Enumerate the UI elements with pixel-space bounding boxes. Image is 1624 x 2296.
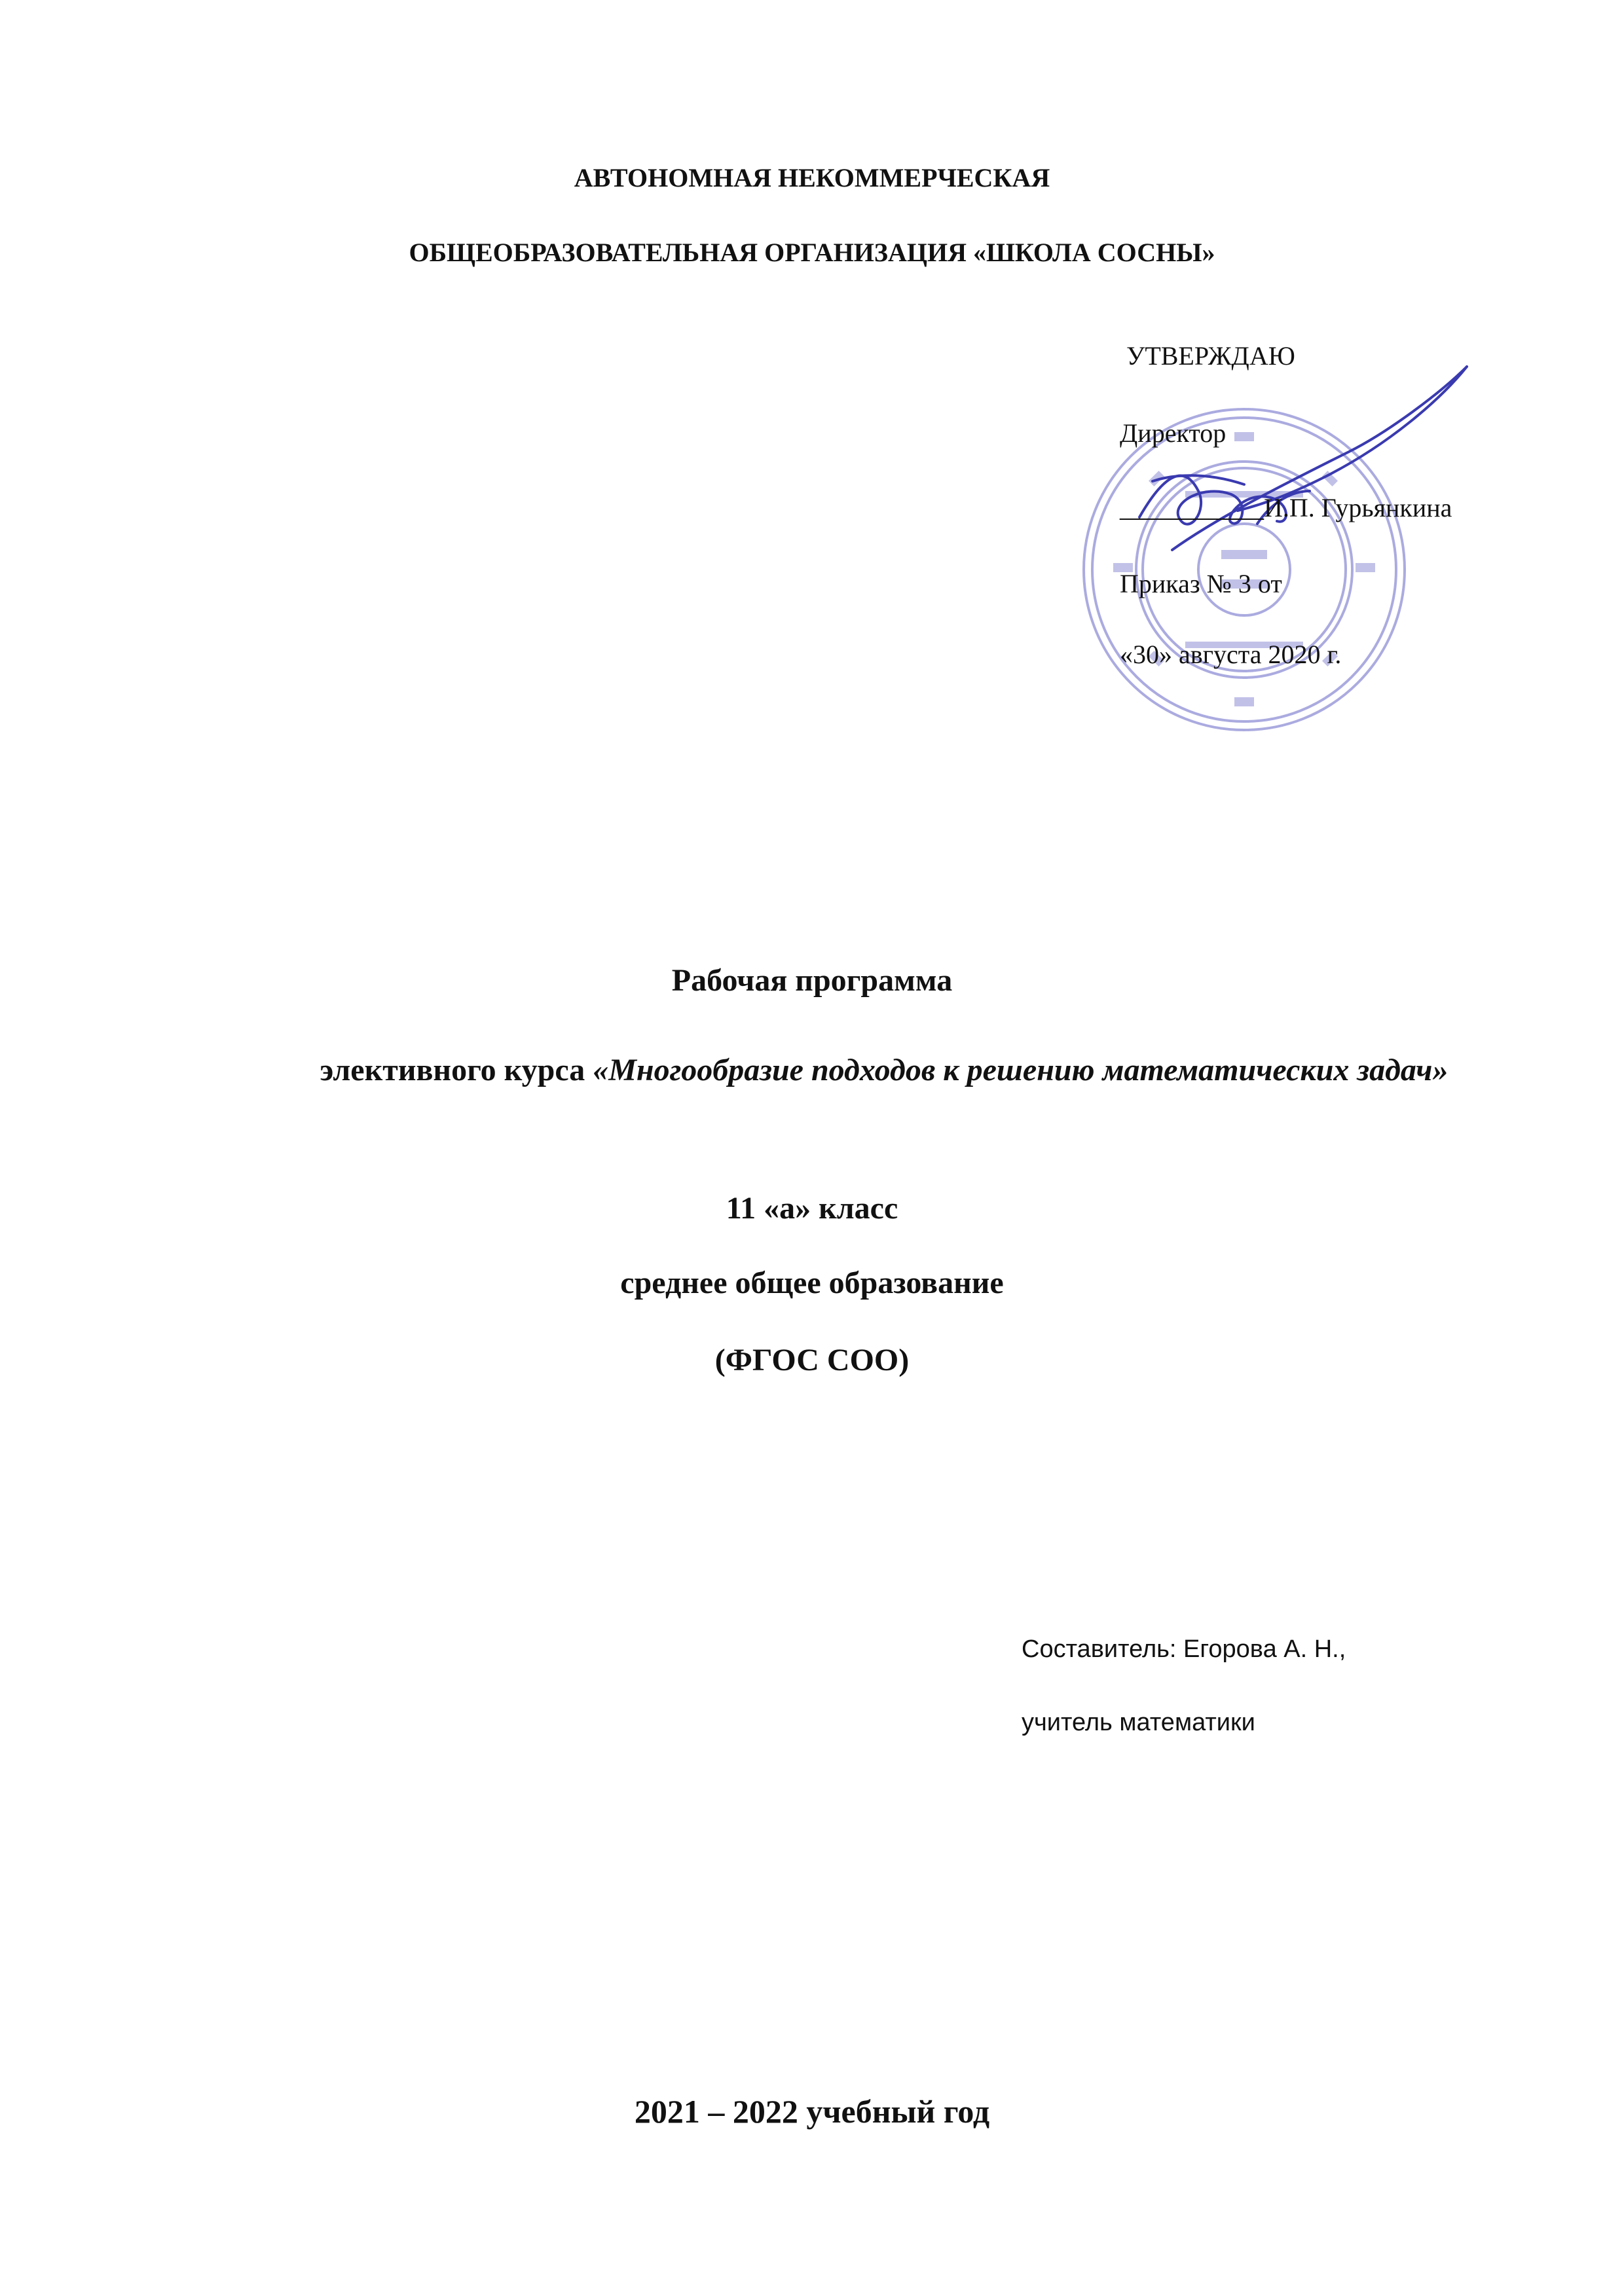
approval-position: Директор — [1120, 418, 1227, 448]
org-name-line-1: АВТОНОМНАЯ НЕКОММЕРЧЕСКАЯ — [574, 163, 1050, 192]
program-title: Рабочая программа — [671, 963, 953, 998]
approval-date: «30» августа 2020 г. — [1120, 640, 1342, 669]
compiler-name: Составитель: Егорова А. Н., — [1022, 1635, 1346, 1663]
grade-label: 11 «а» класс — [726, 1191, 898, 1226]
course-title — [236, 1050, 1532, 1091]
academic-year: 2021 – 2022 учебный год — [634, 2093, 990, 2130]
course-prefix: элективного курса — [320, 1053, 593, 1087]
org-name-line-2: ОБЩЕОБРАЗОВАТЕЛЬНАЯ ОРГАНИЗАЦИЯ «ШКОЛА СОСНЫ» — [409, 238, 1215, 267]
approval-signature-line: ___________И.П. Гурьянкина — [1120, 493, 1452, 522]
education-level: среднее общее образование — [620, 1266, 1004, 1300]
course-name: «Многообразие подходов к решению математических задач» — [593, 1053, 1449, 1087]
compiler-role: учитель математики — [1022, 1709, 1255, 1736]
director-signature — [1074, 354, 1480, 602]
approval-heading: УТВЕРЖДАЮ — [1126, 341, 1295, 371]
education-standard: (ФГОС СОО) — [714, 1343, 910, 1377]
approval-order: Приказ № 3 от — [1120, 569, 1282, 598]
